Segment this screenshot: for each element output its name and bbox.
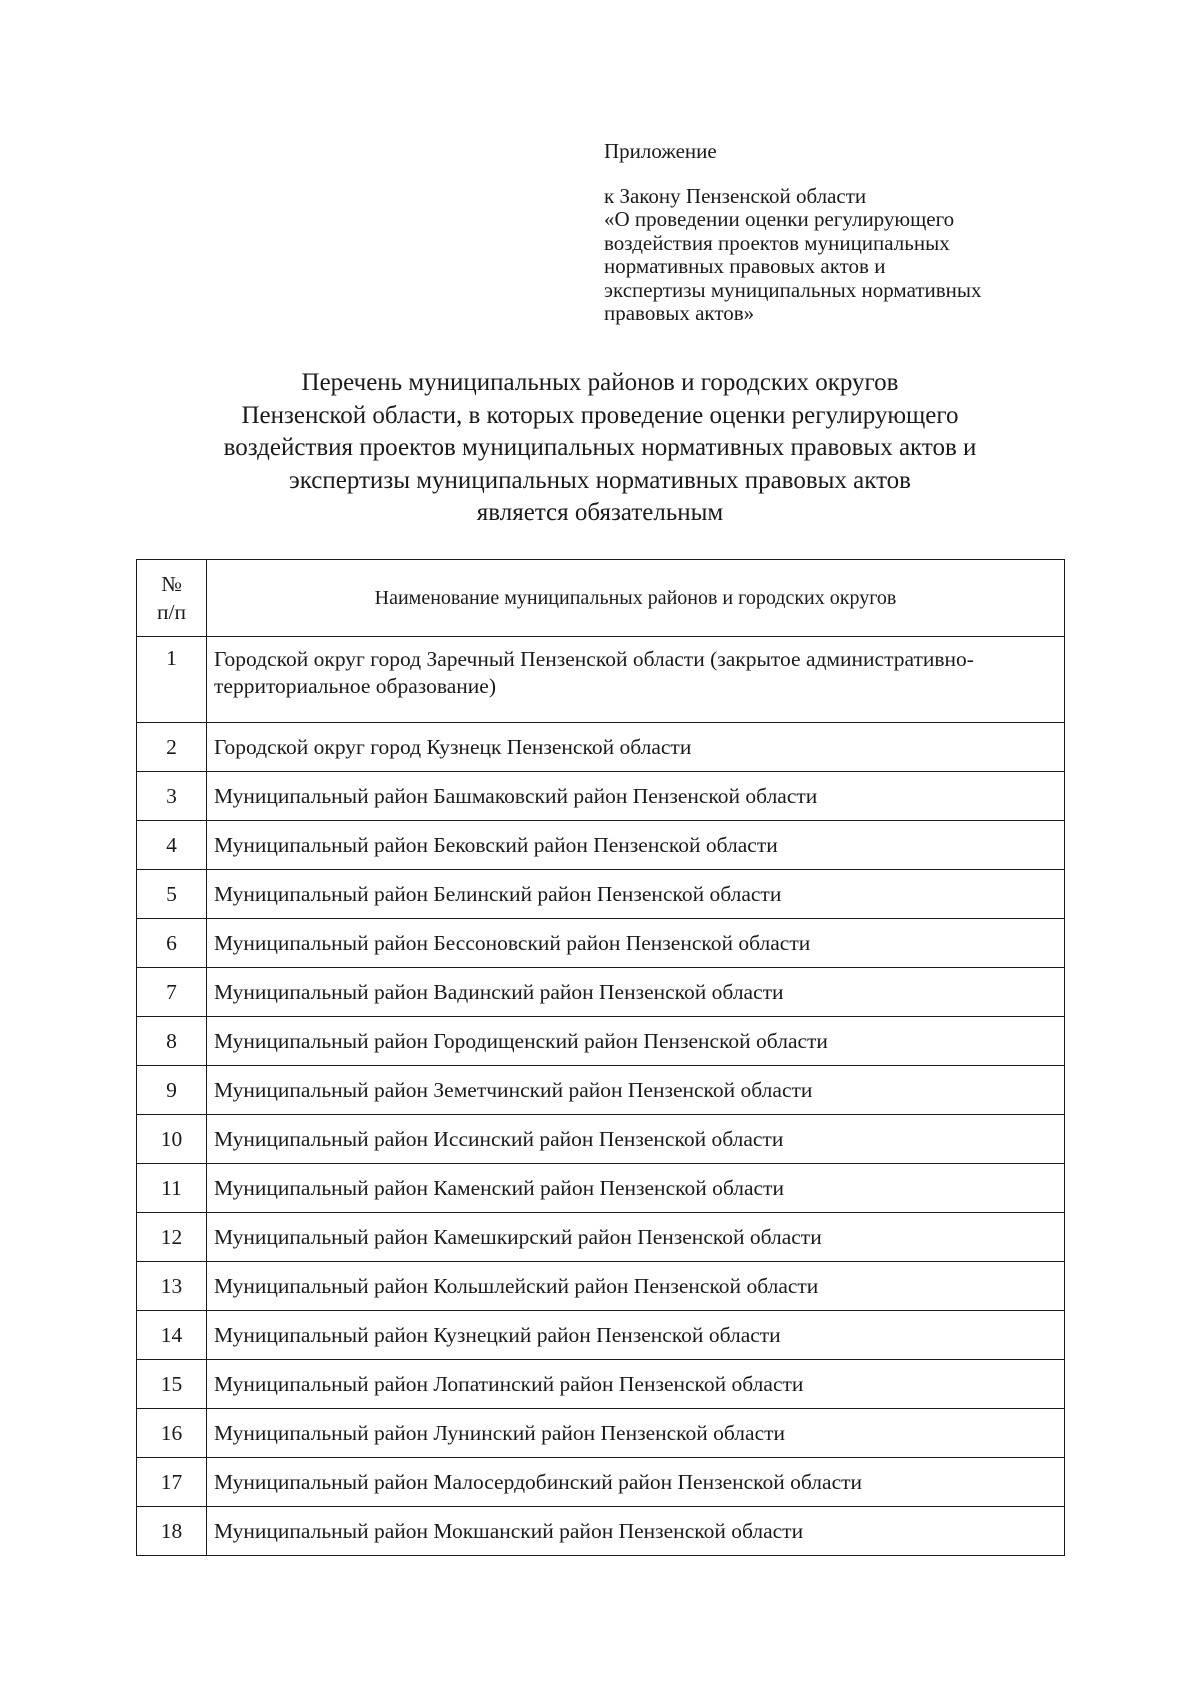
row-number: 6 [137,919,207,968]
row-number: 10 [137,1115,207,1164]
table-row [137,1360,1065,1409]
row-number: 8 [137,1017,207,1066]
table-row [137,1409,1065,1458]
row-number: 1 [137,637,207,723]
row-name: Городской округ город Кузнецк Пензенской области [207,723,1065,772]
title-line: Перечень муниципальных районов и городских округов [301,369,899,396]
row-number: 2 [137,723,207,772]
row-name: Городской округ город Заречный Пензенской области (закрытое административно-территориальное образование) [207,637,1065,723]
row-number: 7 [137,968,207,1017]
table-row [137,772,1065,821]
row-number: 12 [137,1213,207,1262]
row-name: Муниципальный район Башмаковский район Пензенской области [207,772,1065,821]
row-number: 13 [137,1262,207,1311]
table-body [137,637,1065,1556]
row-number: 17 [137,1458,207,1507]
table-row [137,1115,1065,1164]
table-row [137,1458,1065,1507]
districts-table [136,559,1065,1556]
row-name: Муниципальный район Каменский район Пензенской области [207,1164,1065,1213]
row-name: Муниципальный район Бессоновский район Пензенской области [207,919,1065,968]
document-title [120,367,1080,530]
row-name: Муниципальный район Земетчинский район Пензенской области [207,1066,1065,1115]
row-name: Муниципальный район Вадинский район Пензенской области [207,968,1065,1017]
row-number: 11 [137,1164,207,1213]
row-name: Муниципальный район Малосердобинский район Пензенской области [207,1458,1065,1507]
row-number: 9 [137,1066,207,1115]
row-number: 5 [137,870,207,919]
appendix-line: правовых актов» [604,301,755,325]
row-number: 4 [137,821,207,870]
table-row [137,723,1065,772]
appendix-label: Приложение [604,139,717,163]
column-header-number-abbr: п/п [157,600,186,624]
table-row [137,870,1065,919]
appendix-block [604,140,1084,326]
column-header-name: Наименование муниципальных районов и городских округов [207,560,1065,637]
table-row [137,1213,1065,1262]
row-number: 15 [137,1360,207,1409]
title-line: экспертизы муниципальных нормативных правовых актов [289,466,911,494]
row-name: Муниципальный район Иссинский район Пензенской области [207,1115,1065,1164]
row-name: Муниципальный район Мокшанский район Пензенской области [207,1507,1065,1556]
table-row [137,821,1065,870]
row-name: Муниципальный район Лопатинский район Пензенской области [207,1360,1065,1409]
row-name: Муниципальный район Кузнецкий район Пензенской области [207,1311,1065,1360]
row-name: Муниципальный район Белинский район Пензенской области [207,870,1065,919]
table-row [137,1017,1065,1066]
table-row [137,1507,1065,1556]
title-line: воздействия проектов муниципальных нормативных правовых актов и [223,434,977,461]
row-name: Муниципальный район Городищенский район Пензенской области [207,1017,1065,1066]
appendix-line: воздействия проектов муниципальных [604,230,950,255]
table-row [137,919,1065,968]
appendix-line: нормативных правовых актов и [604,254,886,278]
table-row [137,1164,1065,1213]
row-name: Муниципальный район Бековский район Пензенской области [207,821,1065,870]
row-name: Муниципальный район Камешкирский район Пензенской области [207,1213,1065,1262]
appendix-line: к Закону Пензенской области [604,183,867,208]
row-number: 14 [137,1311,207,1360]
row-number: 3 [137,772,207,821]
row-number: 16 [137,1409,207,1458]
title-line: Пензенской области, в которых проведение оценки регулирующего [241,401,959,429]
column-header-number-symbol: № [161,572,182,596]
table-row [137,637,1065,723]
column-header-number [137,560,207,637]
table-row [137,1066,1065,1115]
row-name: Муниципальный район Лунинский район Пензенской области [207,1409,1065,1458]
appendix-line: экспертизы муниципальных нормативных [604,277,982,302]
title-line: является обязательным [476,499,724,526]
appendix-line: «О проведении оценки регулирующего [604,207,955,231]
table-row [137,968,1065,1017]
row-name: Муниципальный район Кольшлейский район Пензенской области [207,1262,1065,1311]
table-header-row [137,560,1065,637]
table-row [137,1311,1065,1360]
row-number: 18 [137,1507,207,1556]
table-row [137,1262,1065,1311]
